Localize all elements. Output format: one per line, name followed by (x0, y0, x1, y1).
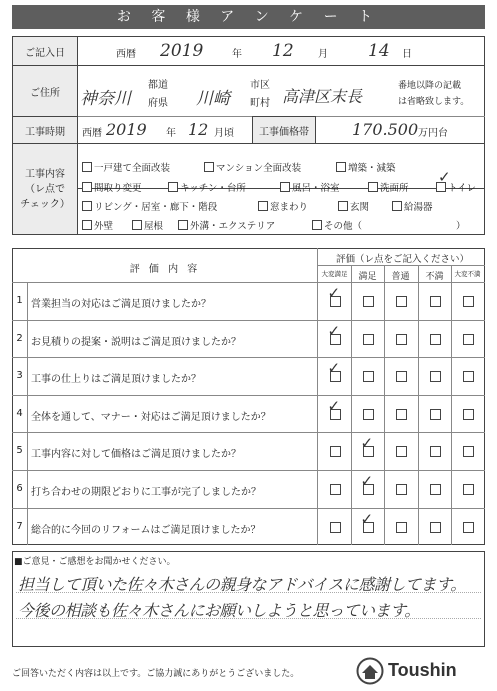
address-label: ご住所 (12, 65, 78, 117)
pref-unit-bottom: 府県 (148, 98, 168, 109)
rating-checkbox[interactable] (430, 409, 441, 420)
work-content-label-1: 工事内容 (25, 168, 65, 180)
option-exterior-wall[interactable]: 外壁 (82, 218, 113, 232)
rating-checkbox[interactable] (396, 334, 407, 345)
address-town: 高津区末長 (282, 87, 363, 106)
page-title: お 客 様 ア ン ケ ー ト (12, 5, 485, 29)
rating-checkbox[interactable] (363, 371, 374, 382)
construction-price: 170.500 (352, 120, 419, 139)
rating-checkbox[interactable] (463, 409, 474, 420)
comment-line-1: 担当して頂いた佐々木さんの親身なアドバイスに感謝してます。 (18, 575, 466, 594)
rating-checkbox[interactable] (363, 334, 374, 345)
rating-checkbox[interactable] (430, 522, 441, 533)
work-content-label (12, 143, 78, 235)
rating-check-mark: ✓ (327, 322, 341, 340)
option-water-heater[interactable]: 給湯器 (392, 199, 433, 213)
rating-checkbox[interactable] (430, 296, 441, 307)
rating-checkbox[interactable] (463, 446, 474, 457)
rating-checkbox[interactable] (463, 296, 474, 307)
entry-day-unit: 日 (402, 49, 412, 60)
rating-check-mark: ✓ (327, 359, 341, 377)
eval-col-1: 大変満足 (321, 270, 348, 278)
option-other-close: ） (456, 221, 466, 232)
option-roof[interactable]: 屋根 (132, 218, 163, 232)
construction-month-unit: 月頃 (214, 128, 234, 139)
option-bath[interactable]: 風呂・浴室 (280, 180, 340, 194)
option-exterior[interactable]: 外溝・エクステリア (178, 218, 275, 232)
toilet-check-mark: ✓ (438, 168, 451, 186)
evaluation-header-right: 評価（レ点をご記入ください） (335, 254, 469, 265)
price-unit: 万円台 (418, 128, 448, 139)
house-logo-icon (356, 657, 384, 685)
question-number: 1 (16, 295, 23, 306)
address-note-2: は省略致します。 (398, 97, 470, 107)
address-note-1: 番地以降の記載 (398, 81, 462, 91)
construction-period-label: 工事時期 (12, 116, 78, 144)
rating-checkbox[interactable] (396, 371, 407, 382)
price-label: 工事価格帯 (252, 116, 316, 144)
option-toilet[interactable]: トイレ (436, 180, 476, 194)
rating-checkbox[interactable] (463, 371, 474, 382)
option-mansion[interactable]: マンション全面改装 (204, 160, 301, 174)
construction-month: 12 (188, 120, 209, 139)
brand-logo (356, 656, 488, 686)
brand-name: Toushin (388, 660, 457, 680)
rating-checkbox[interactable] (463, 334, 474, 345)
question-text: 工事内容に対して価格はご満足頂けましたか？ (31, 449, 241, 460)
option-extension[interactable]: 増築・減築 (336, 160, 396, 174)
address-prefecture: 神奈川 (80, 89, 131, 109)
eval-col-2: 満足 (358, 272, 377, 282)
question-text: 打ち合わせの期限どおりに工事が完了しましたか？ (31, 487, 261, 498)
question-text: 営業担当の対応はご満足頂けましたか？ (31, 299, 211, 310)
eval-col-5: 大変不満 (454, 270, 481, 278)
rating-checkbox[interactable] (330, 522, 341, 533)
option-living[interactable]: リビング・居室・廊下・階段 (82, 199, 217, 213)
entry-month-unit: 月 (318, 49, 328, 60)
rating-checkbox[interactable] (396, 446, 407, 457)
question-text: お見積りの提案・説明はご満足頂けましたか？ (31, 337, 241, 348)
option-other[interactable]: その他（ (312, 218, 362, 232)
rating-checkbox[interactable] (363, 296, 374, 307)
option-detached[interactable]: 一戸建て全面改装 (82, 160, 170, 174)
city-unit-top: 市区 (250, 80, 270, 91)
work-content-label-2: （レ点で (25, 183, 65, 195)
option-layout[interactable]: 間取り変更 (82, 180, 142, 194)
question-number: 6 (16, 483, 23, 494)
construction-year-unit: 年 (166, 128, 176, 139)
rating-check-mark: ✓ (327, 284, 341, 302)
rating-check-mark: ✓ (360, 434, 374, 452)
comment-line-2: 今後の相談も佐々木さんにお願いしようと思っています。 (18, 601, 420, 620)
rating-checkbox[interactable] (396, 409, 407, 420)
rating-checkbox[interactable] (430, 484, 441, 495)
entry-month: 12 (272, 41, 294, 61)
pref-unit-top: 都道 (148, 80, 168, 91)
rating-checkbox[interactable] (463, 522, 474, 533)
construction-era: 西暦 (82, 128, 102, 139)
rating-checkbox[interactable] (430, 371, 441, 382)
city-unit-bottom: 町村 (250, 98, 270, 109)
entry-day: 14 (368, 41, 390, 61)
question-number: 2 (16, 333, 23, 344)
rating-checkbox[interactable] (396, 296, 407, 307)
construction-year: 2019 (106, 120, 147, 139)
question-text: 総合的に今回のリフォームはご満足頂けましたか？ (31, 525, 261, 536)
eval-col-3: 普通 (391, 272, 410, 282)
entry-date-label: ご記入日 (12, 36, 78, 66)
rating-checkbox[interactable] (363, 409, 374, 420)
entry-year: 2019 (160, 41, 204, 61)
question-number: 5 (16, 445, 23, 456)
question-number: 7 (16, 521, 23, 532)
question-text: 工事の仕上りはご満足頂けましたか？ (31, 374, 201, 385)
evaluation-table (12, 248, 485, 545)
rating-check-mark: ✓ (360, 510, 374, 528)
question-number: 3 (16, 370, 23, 381)
option-entrance[interactable]: 玄関 (338, 199, 369, 213)
footer-thanks: ご回答いただく内容は以上です。ご協力誠にありがとうございました。 (12, 669, 300, 679)
question-text: 全体を通して、マナー・対応はご満足頂けましたか？ (31, 412, 271, 423)
option-washroom[interactable]: 洗面所 (368, 180, 409, 194)
rating-check-mark: ✓ (327, 397, 341, 415)
option-window[interactable]: 窓まわり (258, 199, 308, 213)
question-number: 4 (16, 408, 23, 419)
rating-checkbox[interactable] (396, 484, 407, 495)
address-city: 川崎 (196, 89, 230, 109)
rating-checkbox[interactable] (463, 484, 474, 495)
rating-checkbox[interactable] (430, 446, 441, 457)
entry-era: 西暦 (116, 49, 136, 60)
evaluation-header-left: 評 価 内 容 (129, 264, 201, 275)
eval-col-4: 不満 (425, 272, 444, 282)
rating-checkbox[interactable] (396, 522, 407, 533)
rating-checkbox[interactable] (430, 334, 441, 345)
comments-label: ■ご意見・ご感想をお聞かせください。 (14, 557, 176, 567)
work-content-label-3: チェック） (20, 198, 70, 210)
rating-checkbox[interactable] (330, 484, 341, 495)
rating-check-mark: ✓ (360, 472, 374, 490)
entry-year-unit: 年 (232, 49, 242, 60)
rating-checkbox[interactable] (330, 446, 341, 457)
option-kitchen[interactable]: キッチン・台所 (168, 180, 246, 194)
